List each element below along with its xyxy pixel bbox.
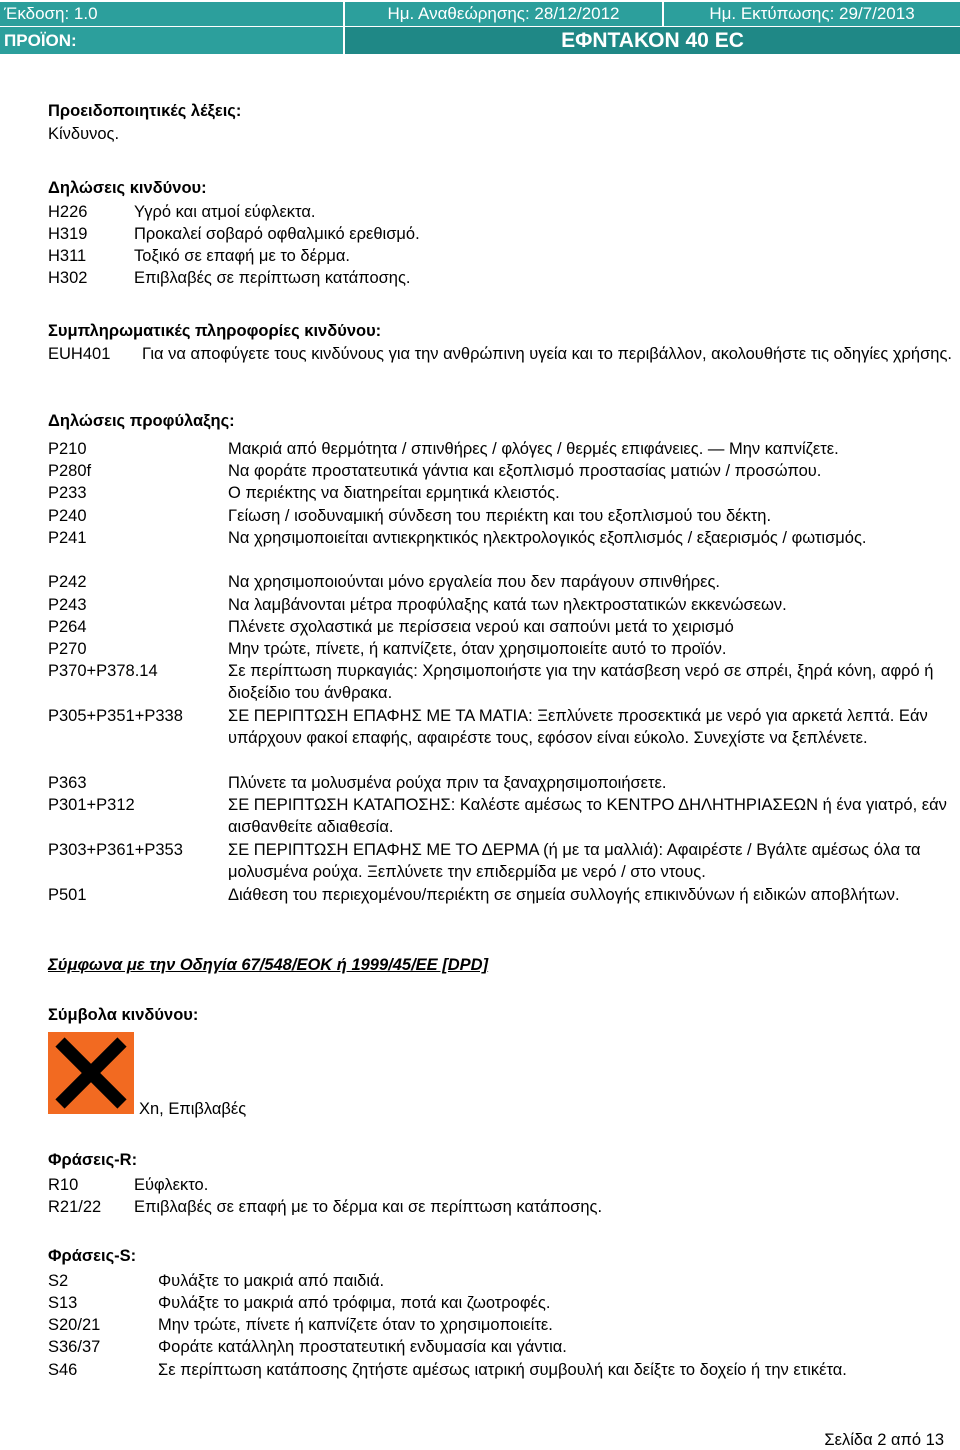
- hazard-statement-code: H319: [48, 225, 88, 243]
- precautionary-statement-text: Ο περιέκτης να διατηρείται ερμητικά κλειστός.: [228, 484, 560, 502]
- page-number: Σελίδα 2 από 13: [824, 1431, 944, 1449]
- signal-word-value: Κίνδυνος.: [48, 125, 120, 143]
- harmful-xn-icon: [48, 1032, 134, 1114]
- document-header-meta: [0, 2, 960, 26]
- hazard-statement-code: H311: [48, 247, 87, 265]
- document-header-product: [0, 27, 960, 54]
- version-label: Έκδοση: 1.0: [0, 2, 343, 26]
- precautionary-statement-code: P280f: [48, 462, 92, 480]
- precautionary-statement-text: Σε περίπτωση πυρκαγιάς: Χρησιμοποιήστε για την κατάσβεση νερό σε σπρέι, ξηρά κόνη, αφρό ή διοξείδιο του άνθρακα.: [228, 662, 934, 703]
- directive-heading: Σύμφωνα με την Οδηγία 67/548/ΕΟΚ ή 1999/45/ΕΕ [DPD]: [48, 956, 489, 974]
- hazard-statement-text: Τοξικό σε επαφή με το δέρμα.: [134, 247, 350, 265]
- precautionary-statement-text: Διάθεση του περιεχομένου/περιέκτη σε σημεία συλλογής επικινδύνων ή ειδικών αποβλήτων.: [228, 886, 900, 904]
- s-phrase-code: S13: [48, 1294, 78, 1312]
- s-phrases-heading: Φράσεις-S:: [48, 1247, 137, 1265]
- supplementary-code: EUH401: [48, 345, 111, 363]
- precautionary-statement-text: ΣΕ ΠΕΡΙΠΤΩΣΗ ΕΠΑΦΗΣ ΜΕ ΤΟ ΔΕΡΜΑ (ή με τα μαλλιά): Αφαιρέστε / Βγάλτε αμέσως όλα τα μολυσμένα ρούχα. Ξεπλύνετε την επιδερμίδα με νερό / στο ντους.: [228, 841, 921, 882]
- supplementary-text: Για να αποφύγετε τους κινδύνους για την ανθρώπινη υγεία και το περιβάλλον, ακολουθήστε τις οδηγίες χρήσης.: [142, 345, 952, 363]
- precautionary-statement-code: P240: [48, 507, 87, 525]
- precautionary-statement-code: P270: [48, 640, 87, 658]
- s-phrase-text: Σε περίπτωση κατάποσης ζητήστε αμέσως ιατρική συμβουλή και δείξτε το δοχείο ή την ετικέτα.: [158, 1361, 847, 1379]
- precautionary-statement-text: Να χρησιμοποιούνται μόνο εργαλεία που δεν παράγουν σπινθήρες.: [228, 573, 721, 591]
- precautionary-statement-code: P363: [48, 774, 87, 792]
- precautionary-statement-text: Να λαμβάνονται μέτρα προφύλαξης κατά των ηλεκτροστατικών εκκενώσεων.: [228, 596, 787, 614]
- r-phrase-code: R21/22: [48, 1198, 102, 1216]
- precautionary-statement-text: Γείωση / ισοδυναμική σύνδεση του περιέκτη και του εξοπλισμού του δέκτη.: [228, 507, 772, 525]
- precautionary-heading: Δηλώσεις προφύλαξης:: [48, 412, 235, 430]
- r-phrase-text: Επιβλαβές σε επαφή με το δέρμα και σε περίπτωση κατάποσης.: [134, 1198, 603, 1216]
- s-phrase-code: S20/21: [48, 1316, 101, 1334]
- precautionary-statement-code: P210: [48, 440, 87, 458]
- hazard-symbol-caption: Xn, Επιβλαβές: [139, 1100, 247, 1118]
- revision-date: Ημ. Αναθεώρησης: 28/12/2012: [345, 2, 662, 26]
- precautionary-statement-code: P370+P378.14: [48, 662, 158, 680]
- hazard-statement-text: Προκαλεί σοβαρό οφθαλμικό ερεθισμό.: [134, 225, 420, 243]
- precautionary-statement-code: P301+P312: [48, 796, 135, 814]
- r-phrase-code: R10: [48, 1176, 79, 1194]
- precautionary-statement-code: P243: [48, 596, 87, 614]
- supplementary-heading: Συμπληρωματικές πληροφορίες κινδύνου:: [48, 322, 382, 340]
- s-phrase-code: S2: [48, 1272, 69, 1290]
- s-phrase-code: S46: [48, 1361, 78, 1379]
- s-phrase-text: Φυλάξτε το μακριά από τρόφιμα, ποτά και ζωοτροφές.: [158, 1294, 551, 1312]
- precautionary-statement-code: P241: [48, 529, 87, 547]
- s-phrase-code: S36/37: [48, 1338, 101, 1356]
- precautionary-statement-code: P242: [48, 573, 87, 591]
- hazard-symbols-heading: Σύμβολα κινδύνου:: [48, 1006, 199, 1024]
- hazard-statement-code: H226: [48, 203, 88, 221]
- precautionary-statement-text: Να χρησιμοποιείται αντιεκρηκτικός ηλεκτρολογικός εξοπλισμός / εξαερισμός / φωτισμός.: [228, 529, 867, 547]
- precautionary-statement-code: P303+P361+P353: [48, 841, 183, 859]
- signal-word-heading: Προειδοποιητικές λέξεις:: [48, 102, 242, 120]
- hazard-statement-text: Επιβλαβές σε περίπτωση κατάποσης.: [134, 269, 411, 287]
- print-date: Ημ. Εκτύπωσης: 29/7/2013: [664, 2, 960, 26]
- precautionary-statement-text: Να φοράτε προστατευτικά γάντια και εξοπλισμό προστασίας ματιών / προσώπου.: [228, 462, 822, 480]
- r-phrase-text: Εύφλεκτο.: [134, 1176, 209, 1194]
- precautionary-statement-code: P233: [48, 484, 87, 502]
- product-label: ΠΡΟΪΟΝ:: [0, 27, 343, 54]
- precautionary-statement-code: P264: [48, 618, 87, 636]
- precautionary-statement-text: ΣΕ ΠΕΡΙΠΤΩΣΗ ΕΠΑΦΗΣ ΜΕ ΤΑ ΜΑΤΙΑ: Ξεπλύνετε προσεκτικά με νερό για αρκετά λεπτά. Εάν υπάρχουν φακοί επαφής, αφαιρέστε τους, εφόσον είναι εύκολο. Συνεχίστε να ξεπλένετε.: [228, 707, 928, 748]
- precautionary-statement-text: Μην τρώτε, πίνετε, ή καπνίζετε, όταν χρησιμοποιείτε αυτό το προϊόν.: [228, 640, 727, 658]
- r-phrases-heading: Φράσεις-R:: [48, 1151, 138, 1169]
- hazard-statements-heading: Δηλώσεις κινδύνου:: [48, 179, 207, 197]
- product-name: ΕΦΝΤΑΚΟΝ 40 EC: [345, 27, 960, 54]
- precautionary-statement-text: ΣΕ ΠΕΡΙΠΤΩΣΗ ΚΑΤΑΠΟΣΗΣ: Καλέστε αμέσως το ΚΕΝΤΡΟ ΔΗΛΗΤΗΡΙΑΣΕΩΝ ή ένα γιατρό, εάν αισθανθείτε αδιαθεσία.: [228, 796, 947, 837]
- hazard-statement-code: H302: [48, 269, 88, 287]
- precautionary-statement-code: P501: [48, 886, 87, 904]
- precautionary-statement-text: Πλύνετε τα μολυσμένα ρούχα πριν τα ξαναχρησιμοποιήσετε.: [228, 774, 667, 792]
- s-phrase-text: Μην τρώτε, πίνετε ή καπνίζετε όταν το χρησιμοποιείτε.: [158, 1316, 553, 1334]
- s-phrase-text: Φοράτε κατάλληλη προστατευτική ενδυμασία και γάντια.: [158, 1338, 567, 1356]
- hazard-statement-text: Υγρό και ατμοί εύφλεκτα.: [134, 203, 316, 221]
- s-phrase-text: Φυλάξτε το μακριά από παιδιά.: [158, 1272, 385, 1290]
- precautionary-statement-text: Πλένετε σχολαστικά με περίσσεια νερού και σαπούνι μετά το χειρισμό: [228, 618, 734, 636]
- precautionary-statement-code: P305+P351+P338: [48, 707, 183, 725]
- precautionary-statement-text: Μακριά από θερμότητα / σπινθήρες / φλόγες / θερμές επιφάνειες. — Μην καπνίζετε.: [228, 440, 839, 458]
